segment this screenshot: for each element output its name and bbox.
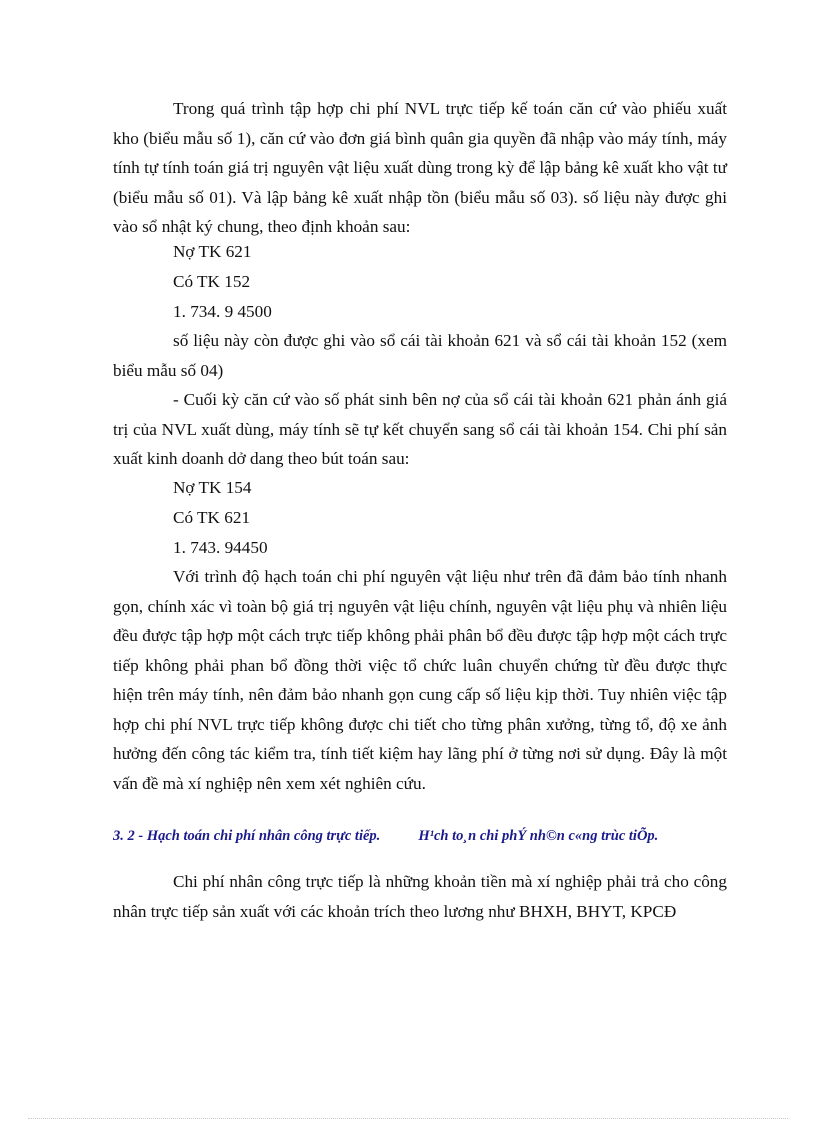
paragraph-ledger-note: số liệu này còn được ghi vào sổ cái tài khoản 621 và sổ cái tài khoản 152 (xem biểu mẫu số 04)	[113, 331, 727, 380]
entry-1-debit: Nợ TK 621	[173, 242, 252, 261]
section-number: 3. 2	[113, 828, 135, 844]
section-heading	[113, 827, 727, 845]
entry-2-debit: Nợ TK 154	[173, 478, 252, 497]
entry-1-credit: Có TK 152	[173, 272, 251, 291]
page-bottom-divider	[28, 1118, 788, 1119]
entry-2-amount: 1. 743. 94450	[173, 538, 268, 557]
section-title: - Hạch toán chi phí nhân công trực tiếp.	[138, 828, 381, 844]
section-title-garbled: H¹ch to¸n chi phÝ nh©n c«ng trùc tiÕp.	[418, 828, 659, 844]
entry-2-credit: Có TK 621	[173, 508, 251, 527]
paragraph-evaluation: Với trình độ hạch toán chi phí nguyên vật liệu như trên đã đảm bảo tính nhanh gọn, chính xác vì toàn bộ giá trị nguyên vật liệu chính, nguyên vật liệu phụ và nhiên liệu đều được tập hợp một cách trực tiếp không phải phân bổ đều được tập hợp một cách trực tiếp không phải phan bổ đồng thời việc tổ chức luân chuyển chứng từ đều được thực hiện trên máy tính, nên đảm bảo nhanh gọn cung cấp số liệu kịp thời. Tuy nhiên việc tập hợp chi phí NVL trực tiếp không được chi tiết cho từng phân xưởng, từng tổ, độ xe ảnh hưởng đến công tác kiểm tra, tính tiết kiệm hay lãng phí ở từng nơi sử dụng. Đây là một vấn đề mà xí nghiệp nên xem xét nghiên cứu.	[113, 567, 727, 793]
paragraph-period-end: - Cuối kỳ căn cứ vào số phát sinh bên nợ của sổ cái tài khoản 621 phản ánh giá trị của NVL xuất dùng, máy tính sẽ tự kết chuyển sang sổ cái tài khoản 154. Chi phí sản xuất kinh doanh dở dang theo bút toán sau:	[113, 390, 727, 468]
paragraph-material-cost-intro: Trong quá trình tập hợp chi phí NVL trực tiếp kế toán căn cứ vào phiếu xuất kho (biểu mẫu số 1), căn cứ vào đơn giá bình quân gia quyền đã nhập vào máy tính, máy tính tự tính toán giá trị nguyên vật liệu xuất dùng trong kỳ để lập bảng kê xuất kho vật tư (biểu mẫu số 01). Và lập bảng kê xuất nhập tồn (biểu mẫu số 03). số liệu này được ghi vào sổ nhật ký chung, theo định khoản sau:	[113, 99, 727, 236]
entry-1-amount: 1. 734. 9 4500	[173, 302, 272, 321]
paragraph-labor-cost: Chi phí nhân công trực tiếp là những khoản tiền mà xí nghiệp phải trả cho công nhân trực tiếp sản xuất với các khoản trích theo lương như BHXH, BHYT, KPCĐ	[113, 872, 727, 921]
